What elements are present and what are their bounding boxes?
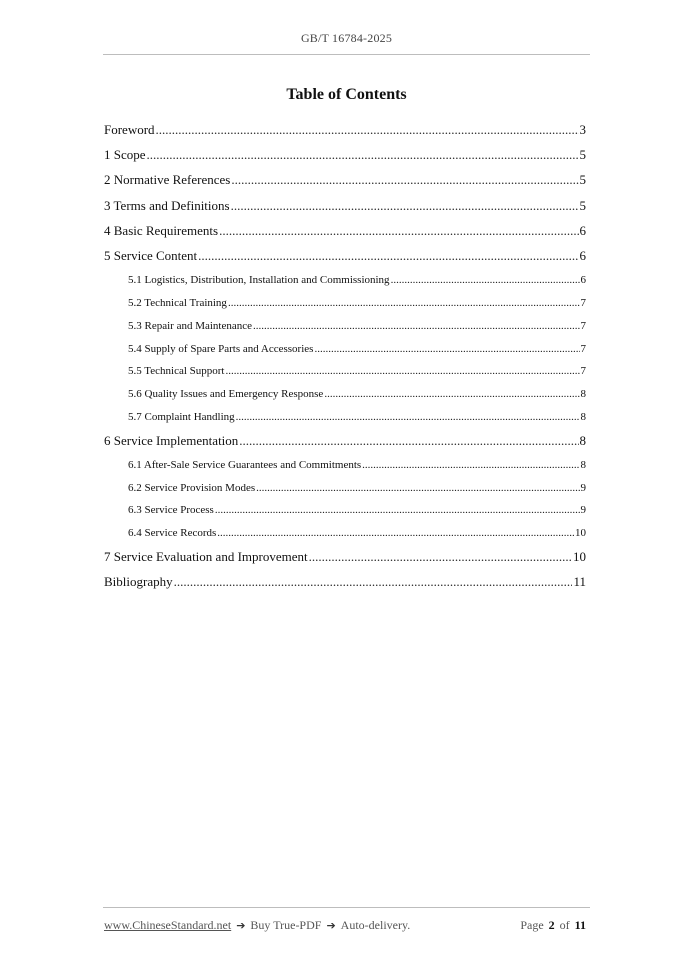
table-of-contents xyxy=(104,120,586,597)
toc-entry-page: 10 xyxy=(575,527,586,540)
toc-entry-label: 1 Scope xyxy=(104,147,146,163)
right-arrow-icon: ➔ xyxy=(326,919,336,932)
toc-entry-6-4[interactable] xyxy=(104,524,586,547)
toc-entry-label: 6.1 After-Sale Service Guarantees and Commitments xyxy=(128,458,362,471)
toc-entry-label: 5 Service Content xyxy=(104,247,198,263)
buy-text: Buy True-PDF xyxy=(250,918,322,932)
toc-entry-label: 2 Normative References xyxy=(104,172,231,188)
toc-entry-6-2[interactable] xyxy=(104,479,586,502)
toc-entry-terms-and-definitions[interactable] xyxy=(104,196,586,221)
toc-entry-page: 10 xyxy=(573,549,586,565)
total-pages-number: 11 xyxy=(574,918,586,932)
toc-entry-label: 5.4 Supply of Spare Parts and Accessories xyxy=(128,342,314,355)
header-divider xyxy=(103,54,590,55)
toc-entry-label: 3 Terms and Definitions xyxy=(104,197,230,213)
toc-entry-page: 6 xyxy=(579,247,586,263)
footer-promo xyxy=(104,918,410,933)
dot-leader xyxy=(174,572,573,592)
toc-entry-page: 8 xyxy=(579,432,586,448)
dot-leader xyxy=(391,271,580,289)
delivery-text: Auto-delivery. xyxy=(340,918,411,932)
toc-entry-page: 5 xyxy=(579,147,586,163)
dot-leader xyxy=(215,501,580,519)
toc-entry-label: Bibliography xyxy=(104,574,173,590)
toc-entry-label: 5.5 Technical Support xyxy=(128,365,225,378)
toc-entry-label: 5.7 Complaint Handling xyxy=(128,410,235,423)
toc-entry-label: 5.2 Technical Training xyxy=(128,296,227,309)
dot-leader xyxy=(217,524,574,542)
toc-entry-label: 5.6 Quality Issues and Emergency Response xyxy=(128,388,324,401)
dot-leader xyxy=(198,246,578,266)
current-page-number: 2 xyxy=(548,918,555,932)
dot-leader xyxy=(362,456,579,474)
toc-title: Table of Contents xyxy=(286,86,407,103)
dot-leader xyxy=(231,196,579,216)
header-standard-code: GB/T 16784-2025 xyxy=(300,31,393,45)
toc-entry-page: 8 xyxy=(580,388,586,401)
toc-entry-page: 7 xyxy=(580,365,586,378)
toc-entry-label: 6 Service Implementation xyxy=(104,432,239,448)
dot-leader xyxy=(309,547,572,567)
dot-leader xyxy=(236,408,580,426)
toc-entry-5-6[interactable] xyxy=(104,385,586,408)
dot-leader xyxy=(219,221,578,241)
page-footer xyxy=(104,918,586,933)
toc-entry-5-3[interactable] xyxy=(104,317,586,340)
toc-entry-label: 6.3 Service Process xyxy=(128,504,214,517)
toc-entry-label: 6.2 Service Provision Modes xyxy=(128,481,256,494)
toc-entry-page: 9 xyxy=(580,481,586,494)
toc-entry-5-2[interactable] xyxy=(104,294,586,317)
toc-entry-page: 5 xyxy=(579,172,586,188)
dot-leader xyxy=(314,340,579,358)
toc-entry-page: 9 xyxy=(580,504,586,517)
toc-entry-label: 4 Basic Requirements xyxy=(104,222,219,238)
toc-entry-service-evaluation[interactable] xyxy=(104,547,586,572)
toc-entry-label: 5.1 Logistics, Distribution, Installation and Commissioning xyxy=(128,274,390,287)
toc-entry-page: 5 xyxy=(579,197,586,213)
toc-entry-bibliography[interactable] xyxy=(104,572,586,597)
toc-entry-6-1[interactable] xyxy=(104,456,586,479)
toc-entry-page: 8 xyxy=(580,410,586,423)
page-indicator xyxy=(520,918,586,933)
toc-entry-scope[interactable] xyxy=(104,145,586,170)
toc-entry-label: 6.4 Service Records xyxy=(128,527,217,540)
dot-leader xyxy=(239,431,578,451)
dot-leader xyxy=(253,317,579,335)
toc-entry-page: 8 xyxy=(580,458,586,471)
toc-entry-page: 3 xyxy=(579,122,586,137)
toc-entry-5-4[interactable] xyxy=(104,340,586,363)
toc-entry-foreword[interactable] xyxy=(104,120,586,145)
footer-divider xyxy=(103,907,590,908)
toc-entry-page: 11 xyxy=(573,574,586,590)
toc-entry-label: 7 Service Evaluation and Improvement xyxy=(104,549,308,565)
dot-leader xyxy=(147,145,579,165)
toc-entry-page: 7 xyxy=(580,296,586,309)
toc-entry-label: Foreword xyxy=(104,122,155,137)
dot-leader xyxy=(156,120,579,140)
toc-entry-page: 6 xyxy=(580,274,586,287)
toc-entry-basic-requirements[interactable] xyxy=(104,221,586,246)
toc-entry-5-7[interactable] xyxy=(104,408,586,431)
dot-leader xyxy=(231,170,578,190)
toc-entry-service-implementation[interactable] xyxy=(104,431,586,456)
of-label: of xyxy=(559,918,570,932)
toc-entry-page: 7 xyxy=(580,319,586,332)
site-link[interactable]: www.ChineseStandard.net xyxy=(104,918,232,932)
toc-entry-5-5[interactable] xyxy=(104,362,586,385)
dot-leader xyxy=(324,385,579,403)
dot-leader xyxy=(256,479,579,497)
toc-entry-page: 6 xyxy=(579,222,586,238)
toc-entry-6-3[interactable] xyxy=(104,501,586,524)
page-label: Page xyxy=(520,918,544,932)
right-arrow-icon: ➔ xyxy=(236,919,246,932)
toc-entry-page: 7 xyxy=(580,342,586,355)
toc-entry-normative-references[interactable] xyxy=(104,170,586,195)
toc-entry-5-1[interactable] xyxy=(104,271,586,294)
toc-entry-service-content[interactable] xyxy=(104,246,586,271)
toc-entry-label: 5.3 Repair and Maintenance xyxy=(128,319,253,332)
dot-leader xyxy=(228,294,580,312)
dot-leader xyxy=(225,362,579,380)
